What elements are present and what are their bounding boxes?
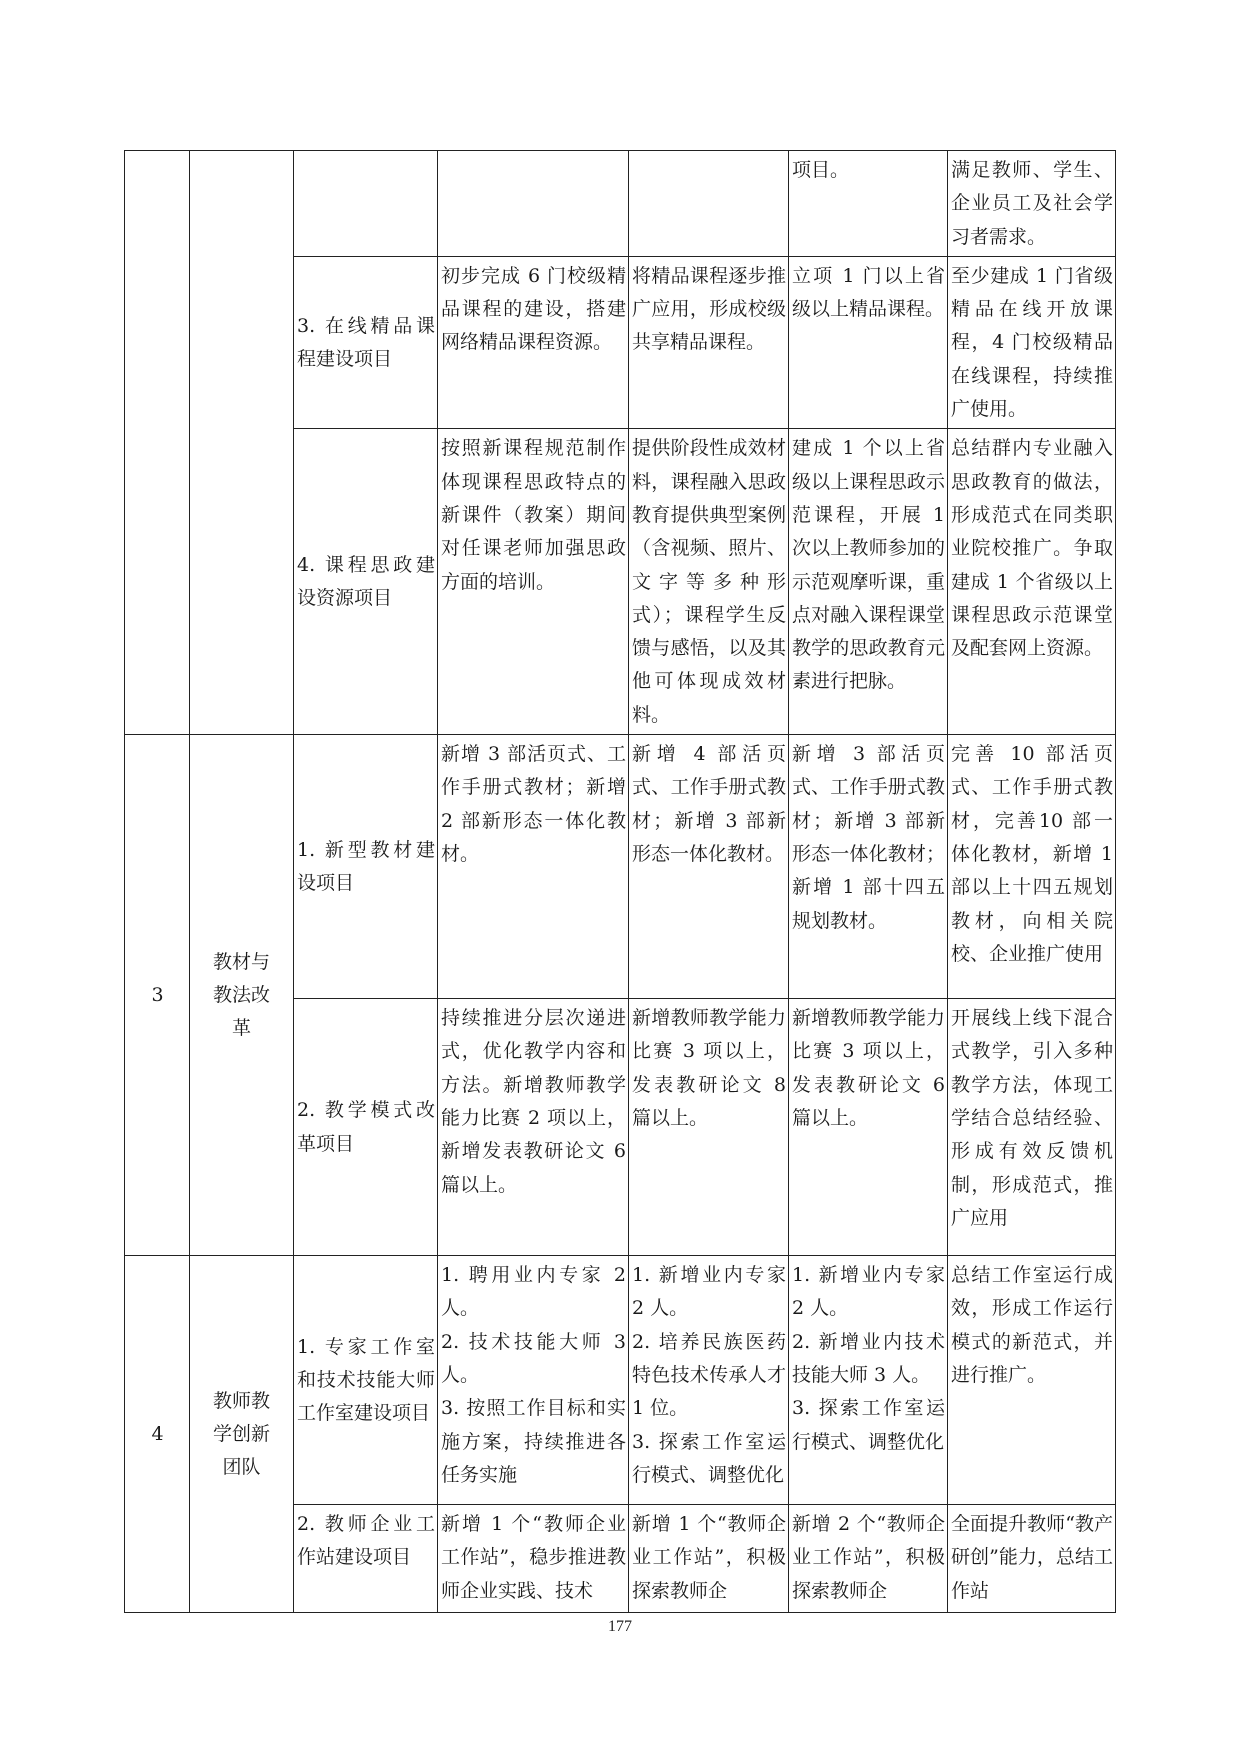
goal-cell [948, 1505, 1116, 1613]
cell-text: 开展线上线下混合式教学，引入多种教学方法，体现工学结合总结经验、形成有效反馈机制，形成范式，推广应用 [951, 1007, 1113, 1229]
project-cell [294, 1505, 438, 1613]
goal-cell [948, 151, 1116, 257]
group-name: 教师教学创新团队 [190, 1256, 294, 1613]
cell-text: 将精品课程逐步推广应用，形成校级共享精品课程。 [632, 264, 786, 354]
goal-cell [438, 429, 629, 735]
cell-text: 新增 2 个“教师企业工作站”，积极探索教师企 [792, 1513, 945, 1602]
project-cell [294, 1256, 438, 1505]
project-name: 2. 教师企业工作站建设项目 [297, 1513, 435, 1569]
cell-text: 1. 新增业内专家 2 人。 2. 新增业内技术技能大师 3 人。 3. 探索工作室运行模式、调整优化 [792, 1264, 945, 1453]
goal-cell [789, 256, 948, 428]
goal-cell [629, 1256, 789, 1505]
project-cell [294, 999, 438, 1256]
goal-cell [438, 999, 629, 1256]
cell-text: 新增 4 部活页式、工作手册式教材；新增 3 部新形态一体化教材。 [632, 743, 786, 865]
goal-cell [789, 1256, 948, 1505]
cell-text: 初步完成 6 门校级精品课程的建设，搭建网络精品课程资源。 [441, 264, 626, 354]
project-name: 1. 新型教材建设项目 [297, 838, 435, 895]
group-number: 3 [125, 735, 190, 1256]
goal-cell [438, 1256, 629, 1505]
cell-text: 完善 10 部活页式、工作手册式教材，完善10 部一体化教材，新增 1 部以上十四五规划教材，向相关院校、企业推广使用 [951, 743, 1113, 965]
goal-cell [789, 999, 948, 1256]
cell-text: 立项 1 门以上省级以上精品课程。 [792, 264, 945, 321]
cell-text: 持续推进分层次递进式，优化教学内容和方法。新增教师教学能力比赛 2 项以上，新增发表教研论文 6 篇以上。 [441, 1007, 626, 1196]
table-row [125, 151, 1116, 257]
cell-text: 总结群内专业融入思政教育的做法，形成范式在同类职业院校推广。争取建成 1 个省级以上课程思政示范课堂及配套网上资源。 [951, 437, 1113, 660]
plan-table [124, 150, 1116, 1613]
project-name: 3. 在线精品课程建设项目 [297, 314, 435, 371]
cell-text: 新增 3 部活页式、工作手册式教材；新增 3 部新形态一体化教材；新增 1 部十四五规划教材。 [792, 743, 945, 932]
goal-cell [629, 256, 789, 428]
group-number-cell [125, 151, 190, 735]
table-row [125, 1256, 1116, 1505]
goal-cell [789, 429, 948, 735]
goal-cell [948, 999, 1116, 1256]
cell-text: 新增教师教学能力比赛 3 项以上，发表教研论文 8 篇以上。 [632, 1007, 786, 1129]
cell-text: 全面提升教师“教产研创”能力，总结工作站 [951, 1513, 1113, 1602]
cell-text: 按照新课程规范制作体现课程思政特点的新课件（教案）期间对任课老师加强思政方面的培训。 [441, 437, 626, 593]
project-name: 2. 教学模式改革项目 [297, 1099, 435, 1155]
goal-cell [629, 151, 789, 257]
group-name: 教材与教法改革 [190, 735, 294, 1256]
cell-text: 新增教师教学能力比赛 3 项以上，发表教研论文 6 篇以上。 [792, 1007, 945, 1129]
goal-cell [789, 735, 948, 999]
goal-cell [629, 735, 789, 999]
goal-cell [438, 256, 629, 428]
goal-cell [789, 151, 948, 257]
goal-cell [948, 735, 1116, 999]
goal-cell [789, 1505, 948, 1613]
goal-cell [629, 429, 789, 735]
cell-text: 1. 聘用业内专家 2 人。 2. 技术技能大师 3 人。 3. 按照工作目标和实施方案，持续推进各任务实施 [441, 1264, 626, 1486]
cell-text: 新增 1 个“教师企业工作站”，积极探索教师企 [632, 1513, 786, 1602]
cell-text: 满足教师、学生、企业员工及社会学习者需求。 [951, 159, 1113, 248]
cell-text: 提供阶段性成效材料，课程融入思政教育提供典型案例（含视频、照片、文字等多种形式）；课程学生反馈与感悟，以及其他可体现成效材料。 [632, 437, 786, 726]
goal-cell [438, 735, 629, 999]
goal-cell [948, 1256, 1116, 1505]
goal-cell [438, 1505, 629, 1613]
goal-cell [629, 1505, 789, 1613]
project-cell [294, 735, 438, 999]
cell-text: 新增 1 个“教师企业工作站”，稳步推进教师企业实践、技术 [441, 1513, 626, 1602]
goal-cell [948, 256, 1116, 428]
group-name-cell [190, 151, 294, 735]
project-name: 1. 专家工作室和技术技能大师工作室建设项目 [297, 1335, 435, 1425]
project-cell [294, 429, 438, 735]
cell-text: 至少建成 1 门省级精品在线开放课程，4 门校级精品在线课程，持续推广使用。 [951, 264, 1113, 421]
cell-text: 项目。 [792, 159, 850, 181]
page-number: 177 [608, 1618, 632, 1635]
cell-text: 1. 新增业内专家 2 人。 2. 培养民族医药特色技术传承人才 1 位。 3. 探索工作室运行模式、调整优化 [632, 1264, 786, 1486]
project-cell [294, 151, 438, 257]
table-row [125, 735, 1116, 999]
cell-text: 建成 1 个以上省级以上课程思政示范课程，开展 1 次以上教师参加的示范观摩听课，重点对融入课程课堂教学的思政教育元素进行把脉。 [792, 437, 945, 693]
goal-cell [948, 429, 1116, 735]
cell-text: 新增 3 部活页式、工作手册式教材；新增 2 部新形态一体化教材。 [441, 743, 626, 865]
project-cell [294, 256, 438, 428]
cell-text: 总结工作室运行成效，形成工作运行模式的新范式，并进行推广。 [951, 1264, 1113, 1386]
group-number: 4 [125, 1256, 190, 1613]
goal-cell [629, 999, 789, 1256]
project-name: 4. 课程思政建设资源项目 [297, 553, 435, 610]
goal-cell [438, 151, 629, 257]
